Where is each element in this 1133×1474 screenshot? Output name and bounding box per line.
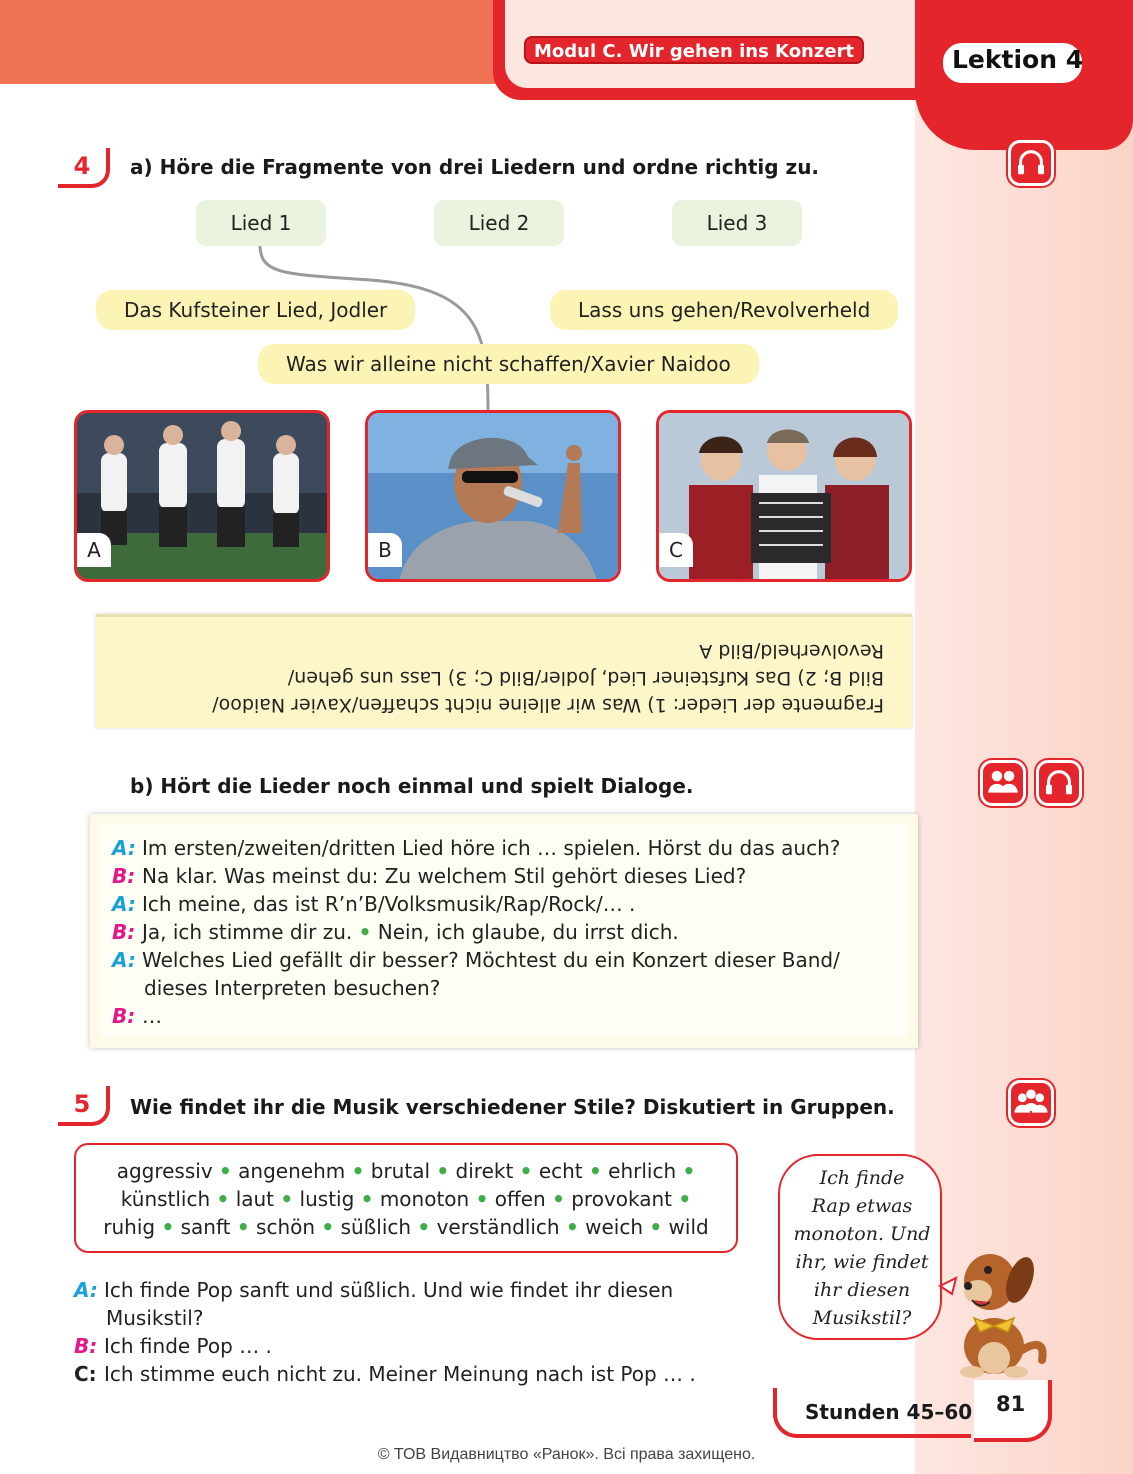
speaker-a: A: bbox=[112, 892, 136, 916]
dialog-line-continued: dieses Interpreten besuchen? bbox=[144, 976, 441, 1000]
song-naidoo: Was wir alleine nicht schaffen/Xavier Naidoo bbox=[258, 344, 759, 384]
speech-line: ihr, wie findet bbox=[795, 1251, 929, 1273]
dialog-text: Ja, ich stimme dir zu. bbox=[142, 920, 353, 944]
dog-mascot-icon bbox=[938, 1240, 1052, 1380]
adjective: ruhig bbox=[103, 1215, 156, 1239]
dialog-line bbox=[112, 1002, 840, 1030]
pair-work-icon bbox=[980, 760, 1026, 806]
speaker-a: A: bbox=[112, 948, 136, 972]
speaker-b: B: bbox=[112, 920, 136, 944]
adjective: schön bbox=[256, 1215, 316, 1239]
speaker-c: C: bbox=[74, 1362, 97, 1386]
adjective: offen bbox=[494, 1187, 546, 1211]
speech-line: Rap etwas bbox=[811, 1195, 913, 1217]
module-title: Modul C. Wir gehen ins Konzert bbox=[524, 36, 864, 64]
adjective: künstlich bbox=[120, 1187, 211, 1211]
adjectives-row: ruhig • sanft • schön • süßlich • verständlich • weich • wild bbox=[103, 1215, 709, 1239]
dialog-line bbox=[112, 918, 840, 946]
adjective: direkt bbox=[455, 1159, 514, 1183]
photo-b-singer bbox=[365, 410, 621, 582]
header-orange-band bbox=[0, 0, 500, 84]
photo-a-label: A bbox=[77, 533, 111, 567]
adjectives-list bbox=[74, 1157, 738, 1241]
speech-line: ihr diesen bbox=[813, 1279, 911, 1301]
dialog-line bbox=[74, 1276, 696, 1304]
adjective: aggressiv bbox=[116, 1159, 213, 1183]
stunden-label: Stunden 45–60 bbox=[805, 1400, 973, 1424]
speech-line: Musikstil? bbox=[812, 1307, 912, 1329]
adjectives-row: aggressiv • angenehm • brutal • direkt • echt • ehrlich • bbox=[116, 1159, 696, 1183]
dialog-5-lines bbox=[74, 1276, 696, 1388]
adjective: sanft bbox=[180, 1215, 231, 1239]
dialog-line-continued: Musikstil? bbox=[106, 1306, 204, 1330]
dialog-text: Welches Lied gefällt dir besser? Möchtest du ein Konzert dieser Band/ bbox=[142, 948, 840, 972]
speech-line: monoton. Und bbox=[793, 1223, 931, 1245]
dialog-text: … bbox=[142, 1004, 162, 1028]
dialog-line bbox=[74, 1360, 696, 1388]
speaker-b: B: bbox=[74, 1334, 98, 1358]
speech-bubble bbox=[778, 1154, 942, 1340]
adjective: laut bbox=[235, 1187, 275, 1211]
photo-a-band bbox=[74, 410, 330, 582]
adjective: echt bbox=[538, 1159, 583, 1183]
photo-c-folk-trio bbox=[656, 410, 912, 582]
dialog-text: Im ersten/zweiten/dritten Lied höre ich … spielen. Hörst du das auch? bbox=[142, 836, 841, 860]
answer-line: Fragmente der Lieder: 1) Was wir alleine nicht schaffen/Xavier Naidoo/ bbox=[212, 694, 884, 716]
answer-line: Bild B; 2) Das Kufsteiner Lied, Jodler/Bild C; 3) Lass uns gehen/ bbox=[287, 667, 884, 689]
speaker-b: B: bbox=[112, 864, 136, 888]
dialog-line bbox=[112, 890, 840, 918]
copyright-notice: © ТОВ Видавництво «Ранок». Всі права захищено. bbox=[377, 1446, 756, 1463]
dialog-text: Na klar. Was meinst du: Zu welchem Stil gehört dieses Lied? bbox=[142, 864, 747, 888]
adjectives-row: künstlich • laut • lustig • monoton • offen • provokant • bbox=[120, 1187, 692, 1211]
lied-1-bubble: Lied 1 bbox=[196, 200, 326, 246]
speaker-a: A: bbox=[74, 1278, 98, 1302]
dialog-text: Ich stimme euch nicht zu. Meiner Meinung nach ist Pop … . bbox=[104, 1362, 696, 1386]
answer-key-upside-down bbox=[96, 614, 912, 728]
speech-line: Ich finde bbox=[819, 1167, 905, 1189]
song-kufsteiner: Das Kufsteiner Lied, Jodler bbox=[96, 290, 415, 330]
dialog-line bbox=[74, 1332, 696, 1360]
dialog-text: Ich finde Pop sanft und süßlich. Und wie findet ihr diesen bbox=[104, 1278, 674, 1302]
exercise-4b-instruction: b) Hört die Lieder noch einmal und spielt Dialoge. bbox=[130, 774, 694, 798]
dialog-line bbox=[112, 834, 840, 862]
page-number: 81 bbox=[996, 1392, 1026, 1416]
dialog-text: Ich finde Pop … . bbox=[104, 1334, 272, 1358]
speaker-b: B: bbox=[112, 1004, 136, 1028]
exercise-number-5: 5 bbox=[58, 1086, 110, 1126]
adjective: süßlich bbox=[340, 1215, 412, 1239]
dialog-text: Nein, ich glaube, du irrst dich. bbox=[377, 920, 679, 944]
adjective: ehrlich bbox=[608, 1159, 677, 1183]
exercise-4a-instruction: a) Höre die Fragmente von drei Liedern und ordne richtig zu. bbox=[130, 155, 820, 179]
dialog-line bbox=[112, 946, 840, 974]
adjective: angenehm bbox=[238, 1159, 346, 1183]
photo-b-label: B bbox=[368, 533, 402, 567]
dialog-line bbox=[112, 862, 840, 890]
headphones-icon bbox=[1036, 760, 1082, 806]
adjective: verständlich bbox=[436, 1215, 560, 1239]
group-work-icon bbox=[1008, 1080, 1054, 1126]
adjective: weich bbox=[585, 1215, 644, 1239]
bullet-dot: • bbox=[358, 920, 372, 944]
adjective: monoton bbox=[379, 1187, 470, 1211]
adjective: brutal bbox=[370, 1159, 431, 1183]
adjective: lustig bbox=[299, 1187, 355, 1211]
speaker-a: A: bbox=[112, 836, 136, 860]
answer-line: Revolverheld/Bild A bbox=[699, 640, 884, 662]
lied-3-bubble: Lied 3 bbox=[672, 200, 802, 246]
photo-c-label: C bbox=[659, 533, 693, 567]
adjective: wild bbox=[668, 1215, 709, 1239]
lied-2-bubble: Lied 2 bbox=[434, 200, 564, 246]
exercise-5-instruction: Wie findet ihr die Musik verschiedener Stile? Diskutiert in Gruppen. bbox=[130, 1095, 895, 1119]
exercise-number-4: 4 bbox=[58, 148, 110, 188]
dialog-4b-lines bbox=[112, 834, 840, 1030]
headphones-icon bbox=[1008, 140, 1054, 186]
adjective: provokant bbox=[571, 1187, 673, 1211]
dialog-text: Ich meine, das ist R’n’B/Volksmusik/Rap/Rock/… . bbox=[142, 892, 636, 916]
lektion-label: Lektion 4 bbox=[952, 45, 1084, 74]
song-revolverheld: Lass uns gehen/Revolverheld bbox=[550, 290, 898, 330]
